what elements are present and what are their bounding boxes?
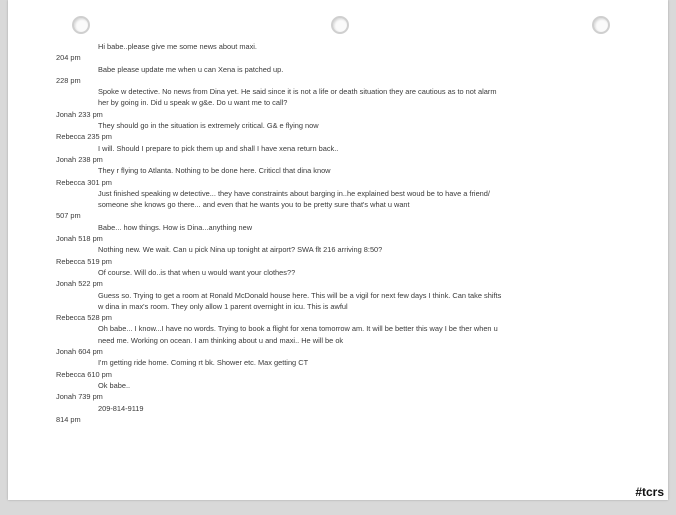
message-text: They r flying to Atlanta. Nothing to be done here. Criticcl that dina know	[98, 166, 331, 176]
message-text: need me. Working on ocean. I am thinking about u and maxi.. He will be ok	[98, 335, 344, 345]
sender-timestamp: Rebecca 528 pm	[56, 313, 112, 323]
sender-timestamp: Jonah 238 pm	[56, 154, 103, 164]
sender-timestamp: 507 pm	[56, 211, 81, 221]
sender-timestamp: Rebecca 235 pm	[56, 132, 112, 142]
message-text: I will. Should I prepare to pick them up and shall I have xena return back..	[98, 143, 339, 153]
hashtag-watermark: #tcrs	[635, 485, 664, 499]
sender-timestamp: Jonah 518 pm	[56, 234, 103, 244]
sender-timestamp: Jonah 739 pm	[56, 392, 103, 402]
message-text: Guess so. Trying to get a room at Ronald McDonald house here. This will be a vigil for next few days I think. Can take shifts	[98, 290, 502, 300]
sender-timestamp: 814 pm	[56, 414, 81, 424]
sender-timestamp: 204 pm	[56, 53, 81, 63]
message-text: Of course. Will do..is that when u would want your clothes??	[98, 267, 296, 277]
message-text: her by going in. Did u speak w g&e. Do u want me to call?	[98, 98, 288, 108]
punch-hole-left	[72, 16, 90, 34]
message-text: I'm getting ride home. Coming rt bk. Shower etc. Max getting CT	[98, 358, 309, 368]
sender-timestamp: Rebecca 519 pm	[56, 256, 112, 266]
message-text: Spoke w detective. No news from Dina yet. He said since it is not a life or death situation they are cautious as to not alarm	[98, 87, 497, 97]
sender-timestamp: Rebecca 301 pm	[56, 177, 112, 187]
punch-hole-right	[592, 16, 610, 34]
message-text: Nothing new. We wait. Can u pick Nina up tonight at airport? SWA flt 216 arriving 8:50?	[98, 245, 383, 255]
message-transcript	[56, 41, 616, 425]
message-text: Oh babe... I know...I have no words. Trying to book a flight for xena tomorrow am. It will be better this way I be ther when u	[98, 324, 498, 334]
message-text: They should go in the situation is extremely critical. G& e flying now	[98, 121, 319, 131]
punch-hole-center	[331, 16, 349, 34]
message-text: Babe please update me when u can Xena is patched up.	[98, 64, 284, 74]
message-text: Hi babe..please give me some news about maxi.	[98, 42, 257, 51]
message-text: w dina in max's room. They only allow 1 parent overnight in icu. This is awful	[98, 301, 348, 311]
sender-timestamp: Jonah 522 pm	[56, 279, 103, 289]
message-text: 209-814-9119	[98, 403, 144, 413]
sender-timestamp: Rebecca 610 pm	[56, 369, 112, 379]
document-page	[8, 0, 668, 500]
message-text: Ok babe..	[98, 380, 131, 390]
sender-timestamp: Jonah 233 pm	[56, 109, 103, 119]
sender-timestamp: Jonah 604 pm	[56, 347, 103, 357]
message-text: Just finished speaking w detective... they have constraints about barging in..he explained best woud be to have a friend/	[98, 188, 490, 198]
message-text: someone she knows go there... and even that he wants you to be pretty sure that's what u want	[98, 200, 410, 210]
message-text: Babe... how things. How is Dina...anything new	[98, 222, 253, 232]
sender-timestamp: 228 pm	[56, 75, 81, 85]
